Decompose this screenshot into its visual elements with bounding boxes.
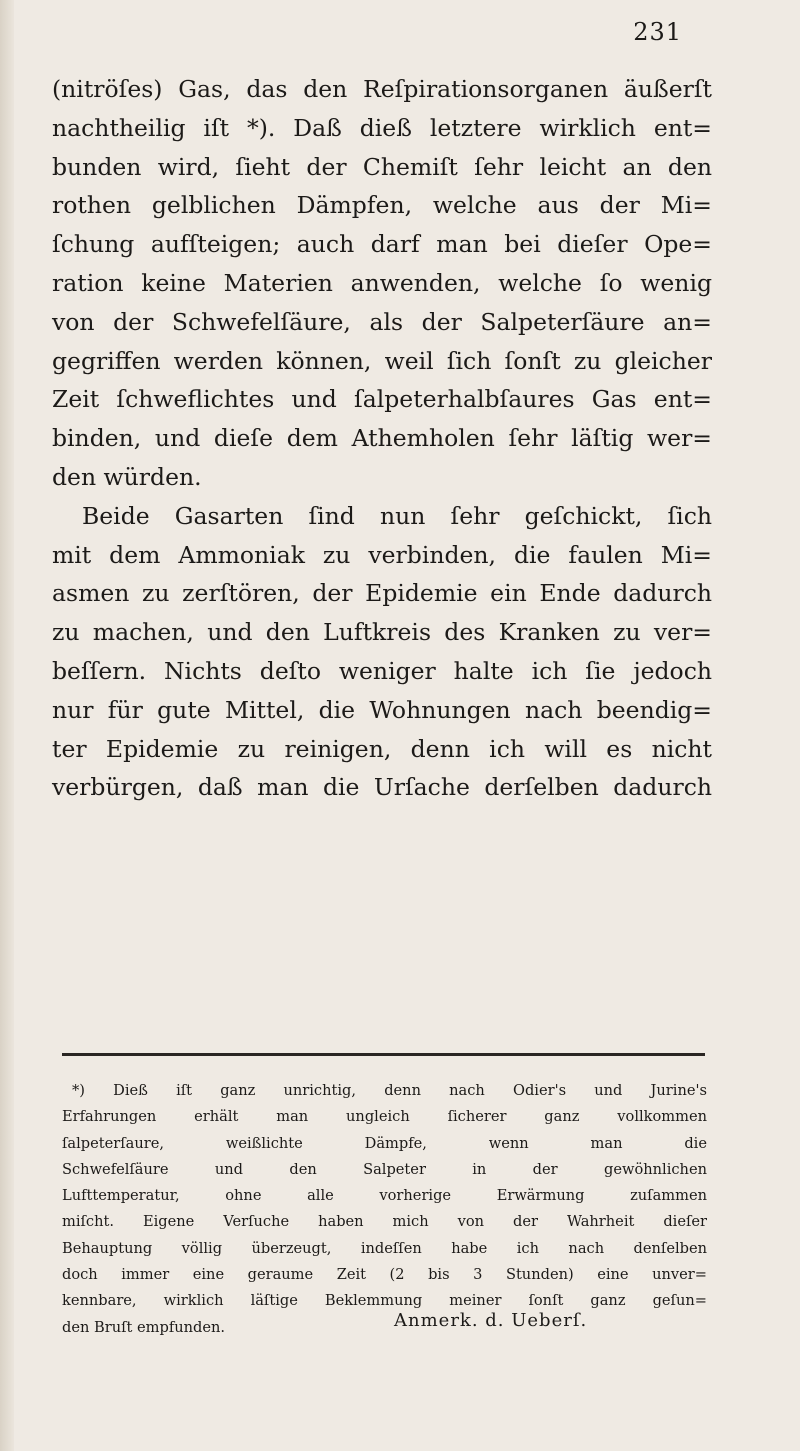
page-edge xyxy=(0,0,14,1451)
footnote-line: kennbare, wirklich läſtige Beklemmung meiner ſonſt ganz geſun= xyxy=(62,1292,707,1310)
footnote-line: Behauptung völlig überzeugt, indeſſen habe ich nach denſelben xyxy=(62,1239,707,1257)
footnote-divider xyxy=(62,1053,705,1056)
body-line: binden, und dieſe dem Athemholen ſehr läſtig wer= xyxy=(52,424,712,453)
body-line: gegriffen werden können, weil ſich ſonſt zu gleicher xyxy=(52,346,712,375)
translator-note-signature: Anmerk. d. Ueberſ. xyxy=(394,1310,588,1331)
footnote-line: doch immer eine geraume Zeit (2 bis 3 Stunden) eine unver= xyxy=(62,1266,707,1284)
body-line: Zeit ſchweflichtes und ſalpeterhalbſaures Gas ent= xyxy=(52,385,712,414)
body-line: asmen zu zerſtören, der Epidemie ein Ende dadurch xyxy=(52,579,712,608)
body-line: nur für gute Mittel, die Wohnungen nach beendig= xyxy=(52,695,712,724)
body-line: zu machen, und den Luftkreis des Kranken zu ver= xyxy=(52,618,712,647)
body-line: ration keine Materien anwenden, welche ſo wenig xyxy=(52,268,712,297)
body-line: ſchung aufſteigen; auch darf man bei dieſer Ope= xyxy=(52,230,712,259)
body-line: (nitröſes) Gas, das den Reſpirationsorganen äußerſt xyxy=(52,75,712,103)
body-text xyxy=(52,70,712,807)
body-line: mit dem Ammoniak zu verbinden, die faulen Mi= xyxy=(52,540,712,569)
footnote-line: *) Dieß iſt ganz unrichtig, denn nach Odier's und Jurine's xyxy=(72,1082,707,1099)
footnote-line: miſcht. Eigene Verſuche haben mich von der Wahrheit dieſer xyxy=(62,1213,707,1231)
body-line: den würden. xyxy=(52,462,202,491)
body-line: bunden wird, ſieht der Chemiſt ſehr leicht an den xyxy=(52,152,712,181)
body-line: Beide Gasarten ſind nun ſehr geſchickt, ſich xyxy=(82,501,712,530)
footnote-line: Schwefelſäure und den Salpeter in der gewöhnlichen xyxy=(62,1160,707,1178)
body-line: verbürgen, daß man die Urſache derſelben dadurch xyxy=(52,773,712,802)
body-line: rothen gelblichen Dämpfen, welche aus der Mi= xyxy=(52,191,712,220)
footnote-line: Lufttemperatur, ohne alle vorherige Erwärmung zuſammen xyxy=(62,1187,707,1205)
body-line: beſſern. Nichts deſto weniger halte ich ſie jedoch xyxy=(52,656,712,685)
footnote-line: ſalpeterſaure, weißlichte Dämpfe, wenn man die xyxy=(62,1134,707,1152)
page-number: 231 xyxy=(633,18,682,46)
body-line: nachtheilig iſt *). Daß dieß letztere wirklich ent= xyxy=(52,113,712,142)
body-line: ter Epidemie zu reinigen, denn ich will es nicht xyxy=(52,734,712,763)
body-line: von der Schwefelſäure, als der Salpeterſäure an= xyxy=(52,307,712,336)
footnote xyxy=(62,1078,707,1341)
footnote-line: den Bruſt empfunden. xyxy=(62,1318,226,1336)
footnote-line: Erfahrungen erhält man ungleich ſicherer ganz vollkommen xyxy=(62,1108,707,1126)
